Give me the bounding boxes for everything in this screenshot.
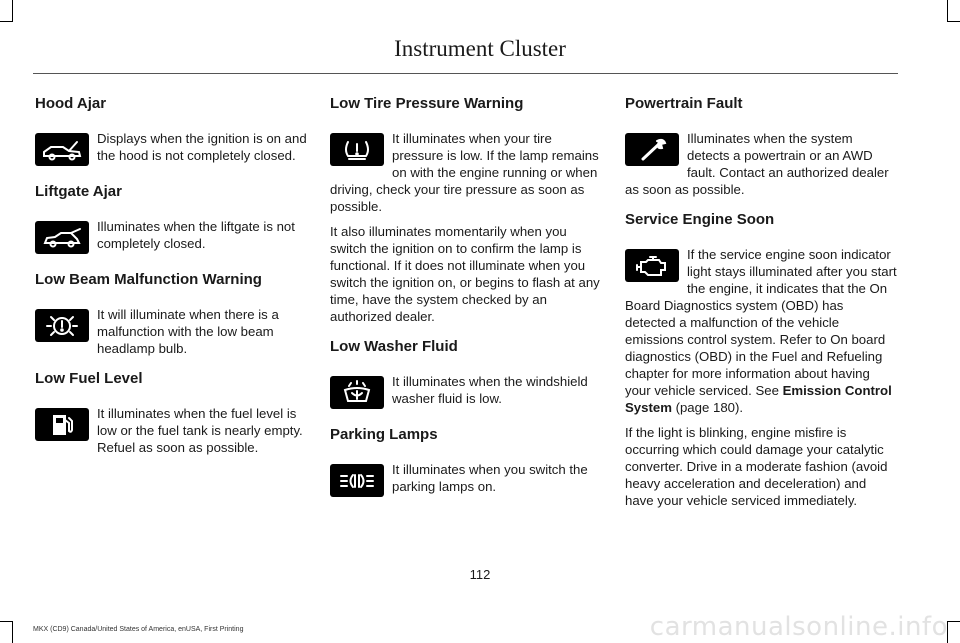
crop-mark — [947, 621, 960, 622]
entry-hood-ajar — [35, 92, 307, 170]
entry-tire-pressure — [330, 92, 602, 325]
header-rule — [33, 73, 898, 74]
column-middle — [330, 92, 602, 511]
section-heading: Hood Ajar — [35, 95, 107, 112]
section-heading: Low Fuel Level — [35, 370, 143, 387]
section-heading: Service Engine Soon — [625, 211, 775, 228]
hood-ajar-icon — [35, 133, 89, 166]
section-text: It illuminates when the fuel level is low or the fuel tank is nearly empty. Refuel as soon as possible. — [97, 406, 303, 455]
crop-mark — [0, 21, 13, 22]
emission-control-system-link[interactable]: Emission Control System — [625, 383, 892, 415]
section-heading: Liftgate Ajar — [35, 183, 122, 200]
wrench-icon — [625, 133, 679, 166]
page-number: 112 — [469, 567, 491, 582]
crop-mark — [12, 621, 13, 643]
column-left — [35, 92, 307, 466]
entry-low-fuel — [35, 367, 307, 456]
crop-mark — [12, 0, 13, 22]
crop-mark — [947, 21, 960, 22]
section-heading: Low Tire Pressure Warning — [330, 95, 524, 112]
engine-icon — [625, 249, 679, 282]
parking-lamps-icon — [330, 464, 384, 497]
section-heading: Powertrain Fault — [625, 95, 743, 112]
section-text: It illuminates when you switch the parking lamps on. — [392, 462, 588, 494]
tire-pressure-icon — [330, 133, 384, 166]
low-beam-malfunction-icon — [35, 309, 89, 342]
section-text: Illuminates when the liftgate is not completely closed. — [97, 219, 295, 251]
edition-footer: MKX (CD9) Canada/United States of America, enUSA, First Printing — [33, 626, 244, 633]
section-text: It also illuminates momentarily when you switch the ignition on to confirm the lamp is functional. If it does not illuminate when you switch the ignition on, or begins to flash at any time, have the system checked by an authorized dealer. — [330, 224, 600, 324]
watermark: carmanualsonline.info — [649, 612, 948, 642]
entry-parking-lamps — [330, 423, 602, 501]
section-heading: Low Washer Fluid — [330, 338, 458, 355]
column-right — [625, 92, 897, 519]
entry-service-engine-soon — [625, 208, 897, 509]
section-text: It illuminates when your tire pressure is low. If the lamp remains on with the engine running or when driving, check your tire pressure as soon as possible. — [330, 131, 599, 214]
washer-fluid-icon — [330, 376, 384, 409]
entry-low-beam — [35, 268, 307, 357]
entry-liftgate-ajar — [35, 180, 307, 258]
crop-mark — [0, 621, 13, 622]
fuel-pump-icon — [35, 408, 89, 441]
page-reference: (page 180). — [671, 400, 744, 415]
entry-powertrain-fault — [625, 92, 897, 198]
section-text: Illuminates when the system detects a powertrain or an AWD fault. Contact an authorized dealer as soon as possible. — [625, 131, 889, 197]
section-text-body: If the service engine soon indicator light stays illuminated after you start the engine, it indicates that the On Board Diagnostics system (OBD) has detected a malfunction of the vehicle emissions control system. Refer to On board diagnostics (OBD) in the Fuel and Refueling chapter for more information about having your vehicle serviced. See — [625, 247, 897, 398]
crop-mark — [947, 0, 948, 22]
page-title: Instrument Cluster — [394, 36, 566, 61]
section-text: It will illuminate when there is a malfunction with the low beam headlamp bulb. — [97, 307, 279, 356]
section-heading: Low Beam Malfunction Warning — [35, 271, 262, 288]
section-text: Displays when the ignition is on and the hood is not completely closed. — [97, 131, 307, 163]
entry-washer-fluid — [330, 335, 602, 413]
section-heading: Parking Lamps — [330, 426, 438, 443]
section-text: It illuminates when the windshield washer fluid is low. — [392, 374, 588, 406]
liftgate-ajar-icon — [35, 221, 89, 254]
section-text: If the light is blinking, engine misfire is occurring which could damage your catalytic converter. Drive in a moderate fashion (avoid heavy acceleration and deceleration) and have your vehicle serviced immediately. — [625, 425, 888, 508]
